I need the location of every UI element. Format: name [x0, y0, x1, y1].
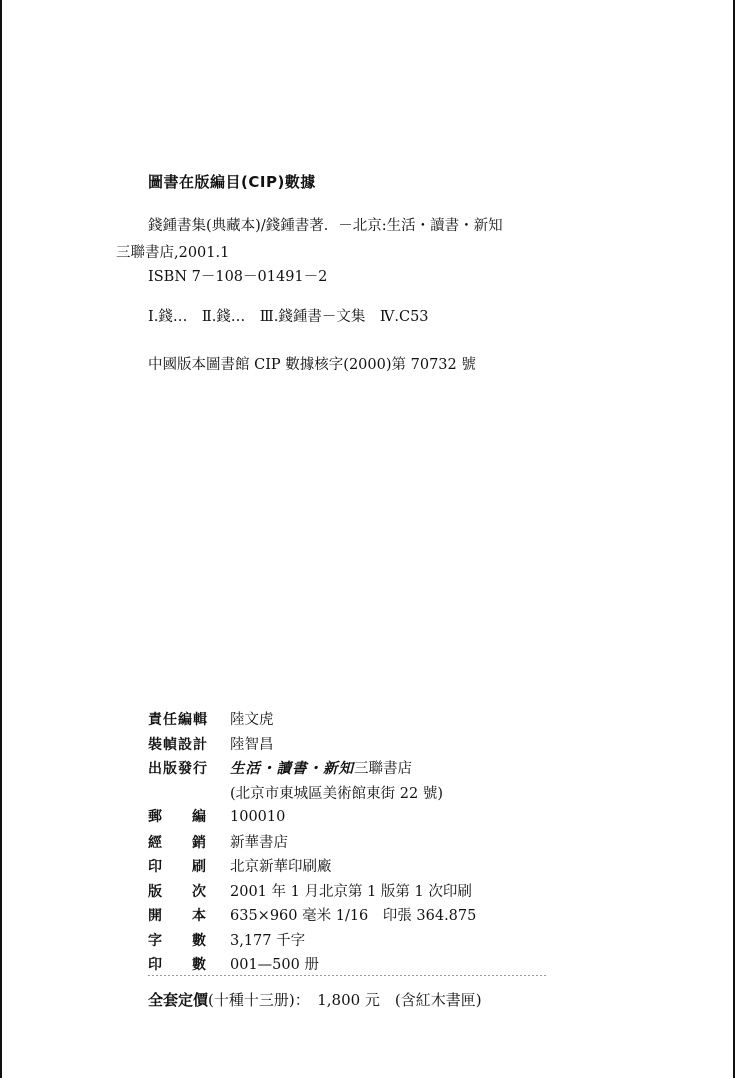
copies-value: 001—500 册: [230, 957, 319, 973]
credit-row-distributor: [148, 831, 476, 856]
publisher-label: 出版發行: [148, 761, 208, 777]
set-price: [148, 989, 482, 1010]
price-label: 全套定價: [148, 991, 209, 1009]
printer-label: 印 刷: [148, 859, 206, 875]
cip-line-classification: Ⅰ.錢… Ⅱ.錢… Ⅲ.錢鍾書－文集 Ⅳ.C53: [148, 309, 429, 325]
publisher-address: (北京市東城區美術館東街 22 號): [230, 785, 443, 802]
dotted-divider: [148, 975, 546, 978]
designer-label: 裝幀設計: [148, 736, 208, 753]
words-label: 字 數: [148, 932, 206, 949]
postcode-label: 郵 編: [148, 809, 206, 825]
format-label: 開 本: [148, 908, 206, 924]
editor-value: 陸文虎: [230, 712, 274, 728]
credit-row-words: [148, 929, 476, 954]
credit-row-address: [148, 782, 476, 807]
credit-row-copies: [148, 953, 476, 978]
words-value: 3,177 千字: [230, 932, 306, 949]
credit-row-publisher: [148, 757, 476, 782]
format-value: 635×960 毫米 1/16 印張 364.875: [230, 908, 477, 924]
credit-row-format: [148, 904, 476, 929]
cip-line-publisher: 三聯書店,2001.1: [116, 245, 230, 261]
distributor-label: 經 銷: [148, 834, 206, 851]
credit-row-edition: [148, 880, 476, 905]
editor-label: 責任編輯: [148, 712, 208, 728]
publisher-brush-name: 生活・讀書・新知: [230, 760, 354, 777]
price-value: (十種十三册)： 1,800 元 (含紅木書匣): [208, 991, 482, 1009]
distributor-value: 新華書店: [230, 834, 288, 851]
credit-row-designer: [148, 733, 476, 758]
designer-value: 陸智昌: [230, 736, 274, 753]
edition-value: 2001 年 1 月北京第 1 版第 1 次印刷: [230, 883, 472, 900]
cip-line-title: 錢鍾書集(典藏本)/錢鍾書著．－北京:生活・讀書・新知: [148, 218, 503, 234]
cip-line-isbn: ISBN 7－108－01491－2: [148, 269, 328, 285]
credit-row-postcode: [148, 806, 476, 831]
copies-label: 印 數: [148, 957, 206, 973]
postcode-value: 100010: [230, 809, 286, 825]
colophon-credits: [148, 708, 476, 978]
cip-title: 圖書在版編目(CIP)數據: [148, 173, 316, 191]
publisher-value: [230, 757, 412, 778]
printer-value: 北京新華印刷廠: [230, 859, 332, 875]
edition-label: 版 次: [148, 883, 206, 900]
credit-row-printer: [148, 855, 476, 880]
credit-row-editor: [148, 708, 476, 733]
cip-line-record-number: 中國版本圖書館 CIP 數據核字(2000)第 70732 號: [148, 357, 476, 373]
publisher-name-rest: 三聯書店: [354, 761, 412, 777]
page-border-left: [0, 0, 2, 1078]
